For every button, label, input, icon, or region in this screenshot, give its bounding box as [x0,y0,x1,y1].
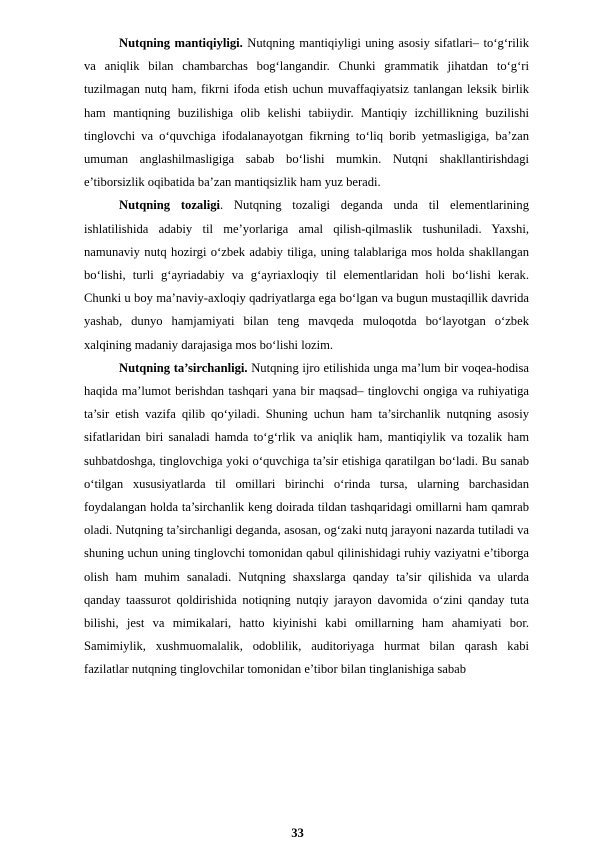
paragraph-heading-expressiveness: Nutqning ta’sirchanligi. [119,360,248,375]
paragraph-logicality [84,32,529,194]
paragraph-text-expressiveness: Nutqning ijro etilishida unga ma’lum bir voqea-hodisa haqida ma’lumot berishdan tashqari yana bir maqsad– tinglovchi ongiga va ruhiyatiga ta’sir etish vazifa qilib qo‘yiladi. Shuning uchun ham ta’sirchanlik nutqning asosiy sifatlaridan biri sanaladi hamda to‘g‘rlik va aniqlik ham, mantiqiylik va tozalik ham suhbatdoshga, tinglovchiga yoki o‘quvchiga ta’sir etishiga qaratilgan bo‘ladi. Bu sanab o‘tilgan xususiyatlarda til omillari birinchi o‘rinda tursa, ularning barchasidan foydalangan holda ta’sirchanlik keng doirada tildan tashqaridagi omillarni ham qamrab oladi. Nutqning ta’sirchanligi deganda, asosan, og‘zaki nutq jarayoni nazarda tutiladi va shuning uchun uning tinglovchi tomonidan qabul qilinishidagi ruhiy vaziyatni e’tiborga olish ham muhim sanaladi. Nutqning shaxslarga qanday ta’sir qilishida va ularda qanday taassurot qoldirishida notiqning nutqiy jarayon davomida o‘zini qanday tuta bilishi, jest va mimikalari, hatto kiyinishi kabi omillarning ham ahamiyati bor. Samimiylik, xushmuomalalik, odoblilik, auditoriyaga hurmat bilan qarash kabi fazilatlar nutqning tinglovchilar tomonidan e’tibor bilan tinglanishiga sabab [84,360,529,677]
paragraph-expressiveness [84,357,529,682]
document-body [84,32,529,682]
paragraph-purity [84,194,529,356]
paragraph-text-purity: . Nutqning tozaligi deganda unda til elementlarining ishlatilishida adabiy til me’yorlariga amal qilish-qilmaslik tushuniladi. Yaxshi, namunaviy nutq hozirgi o‘zbek adabiy tiliga, uning talablariga mos holda shakllangan bo‘lishi, turli g‘ayriadabiy va g‘ayriaxloqiy til elementlaridan holi bo‘lishi kerak. Chunki u boy ma’naviy-axloqiy qadriyatlarga ega bo‘lgan va bugun mustaqillik davrida yashab, dunyo hamjamiyati bilan teng mavqeda muloqotda bo‘layotgan o‘zbek xalqining madaniy darajasiga mos bo‘lishi lozim. [84,198,529,352]
paragraph-heading-purity: Nutqning tozaligi [119,198,221,213]
page-number: 33 [291,826,304,840]
paragraph-text-logicality: Nutqning mantiqiyligi uning asosiy sifatlari– to‘g‘rilik va aniqlik bilan chambarchas bog‘langandir. Chunki grammatik jihatdan to‘g‘ri tuzilmagan nutq ham, fikrni ifoda etish uchun muvaffaqiyatsiz tanlangan leksik birlik ham mantiqning buzilishiga olib kelishi tabiiydir. Mantiqiy izchillikning buzilishi tinglovchi va o‘quvchiga ifodalanayotgan fikrning to‘liq borib yetmasligiga, ba’zan umuman anglashilmasligiga sabab bo‘lishi mumkin. Nutqni shakllantirishdagi e’tiborsizlik oqibatida ba’zan mantiqsizlik ham yuz beradi. [84,36,529,190]
paragraph-heading-logicality: Nutqning mantiqiyligi. [119,36,243,50]
